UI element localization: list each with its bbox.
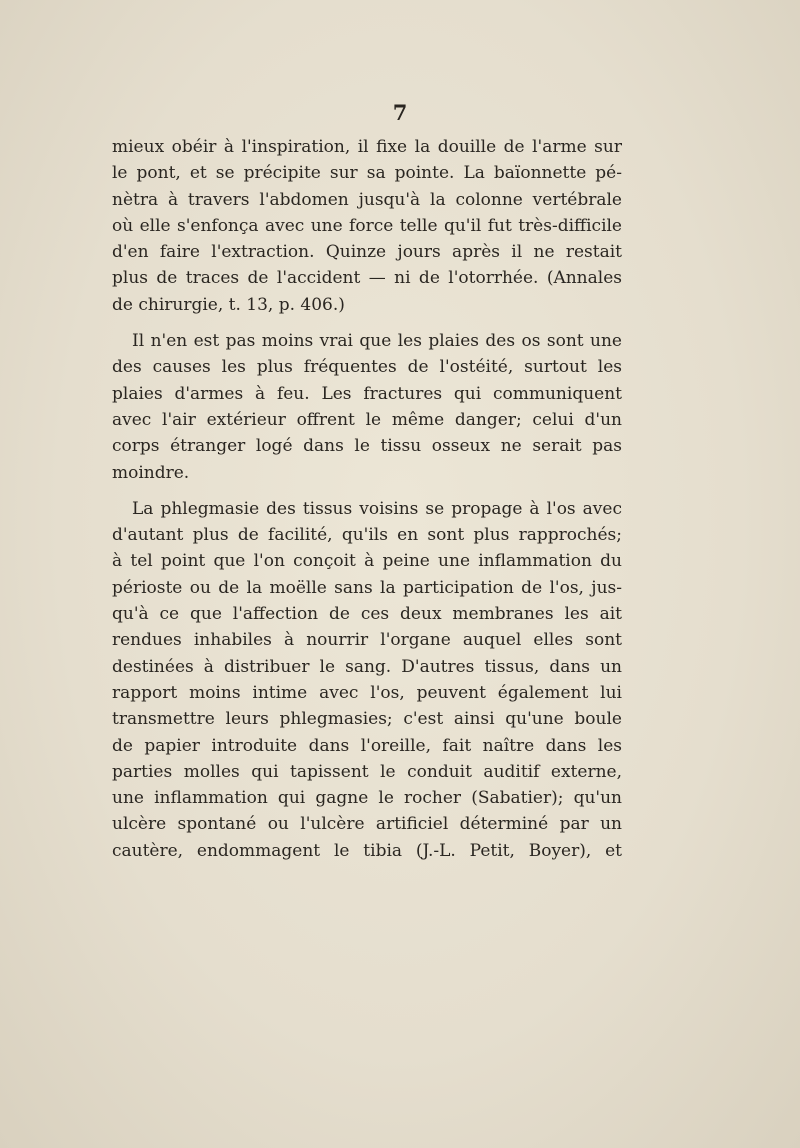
text-line: rendues inhabiles à nourrir l'organe auquel elles sont (112, 630, 622, 651)
text-line: destinées à distribuer le sang. D'autres tissus, dans un (112, 656, 622, 677)
body-text (112, 134, 622, 864)
text-line: cautère, endommagent le tibia (J.-L. Petit, Boyer), et (112, 840, 622, 861)
text-line: de papier introduite dans l'oreille, fait naître dans les (112, 735, 622, 756)
text-line: La phlegmasie des tissus voisins se propage à l'os avec (132, 498, 622, 519)
text-line: ulcère spontané ou l'ulcère artificiel déterminé par un (112, 814, 622, 835)
text-line: rapport moins intime avec l'os, peuvent également lui (112, 682, 622, 703)
text-line: parties molles qui tapissent le conduit auditif externe, (112, 761, 622, 782)
text-line: plus de traces de l'accident — ni de l'otorrhée. (Annales (112, 268, 622, 289)
text-line: d'autant plus de facilité, qu'ils en sont plus rapprochés; (112, 525, 622, 546)
text-line: corps étranger logé dans le tissu osseux ne serait pas (112, 436, 622, 457)
text-line: avec l'air extérieur offrent le même danger; celui d'un (112, 409, 622, 430)
text-line: nètra à travers l'abdomen jusqu'à la colonne vertébrale (112, 189, 622, 210)
text-line: périoste ou de la moëlle sans la participation de l'os, jus- (112, 577, 622, 598)
text-line: qu'à ce que l'affection de ces deux membranes les ait (112, 604, 622, 625)
text-line: plaies d'armes à feu. Les fractures qui communiquent (112, 383, 622, 404)
text-line: mieux obéir à l'inspiration, il fixe la douille de l'arme sur (112, 137, 622, 157)
paragraph-2 (112, 328, 622, 486)
text-line: à tel point que l'on conçoit à peine une inflammation du (112, 551, 622, 572)
text-line: de chirurgie, t. 13, p. 406.) (112, 294, 345, 315)
text-line: transmettre leurs phlegmasies; c'est ainsi qu'une boule (112, 709, 622, 730)
text-line: le pont, et se précipite sur sa pointe. La baïonnette pé- (112, 163, 622, 184)
text-line: d'en faire l'extraction. Quinze jours après il ne restait (112, 242, 622, 263)
page-number: 7 (392, 100, 408, 125)
text-line: où elle s'enfonça avec une force telle qu'il fut très-difficile (112, 215, 622, 236)
text-line: des causes les plus fréquentes de l'ostéité, surtout les (112, 357, 622, 378)
paragraph-1 (112, 134, 622, 318)
text-line: Il n'en est pas moins vrai que les plaies des os sont une (132, 331, 622, 352)
text-line: une inflammation qui gagne le rocher (Sabatier); qu'un (112, 788, 622, 809)
text-line: moindre. (112, 462, 190, 483)
paragraph-3 (112, 496, 622, 864)
